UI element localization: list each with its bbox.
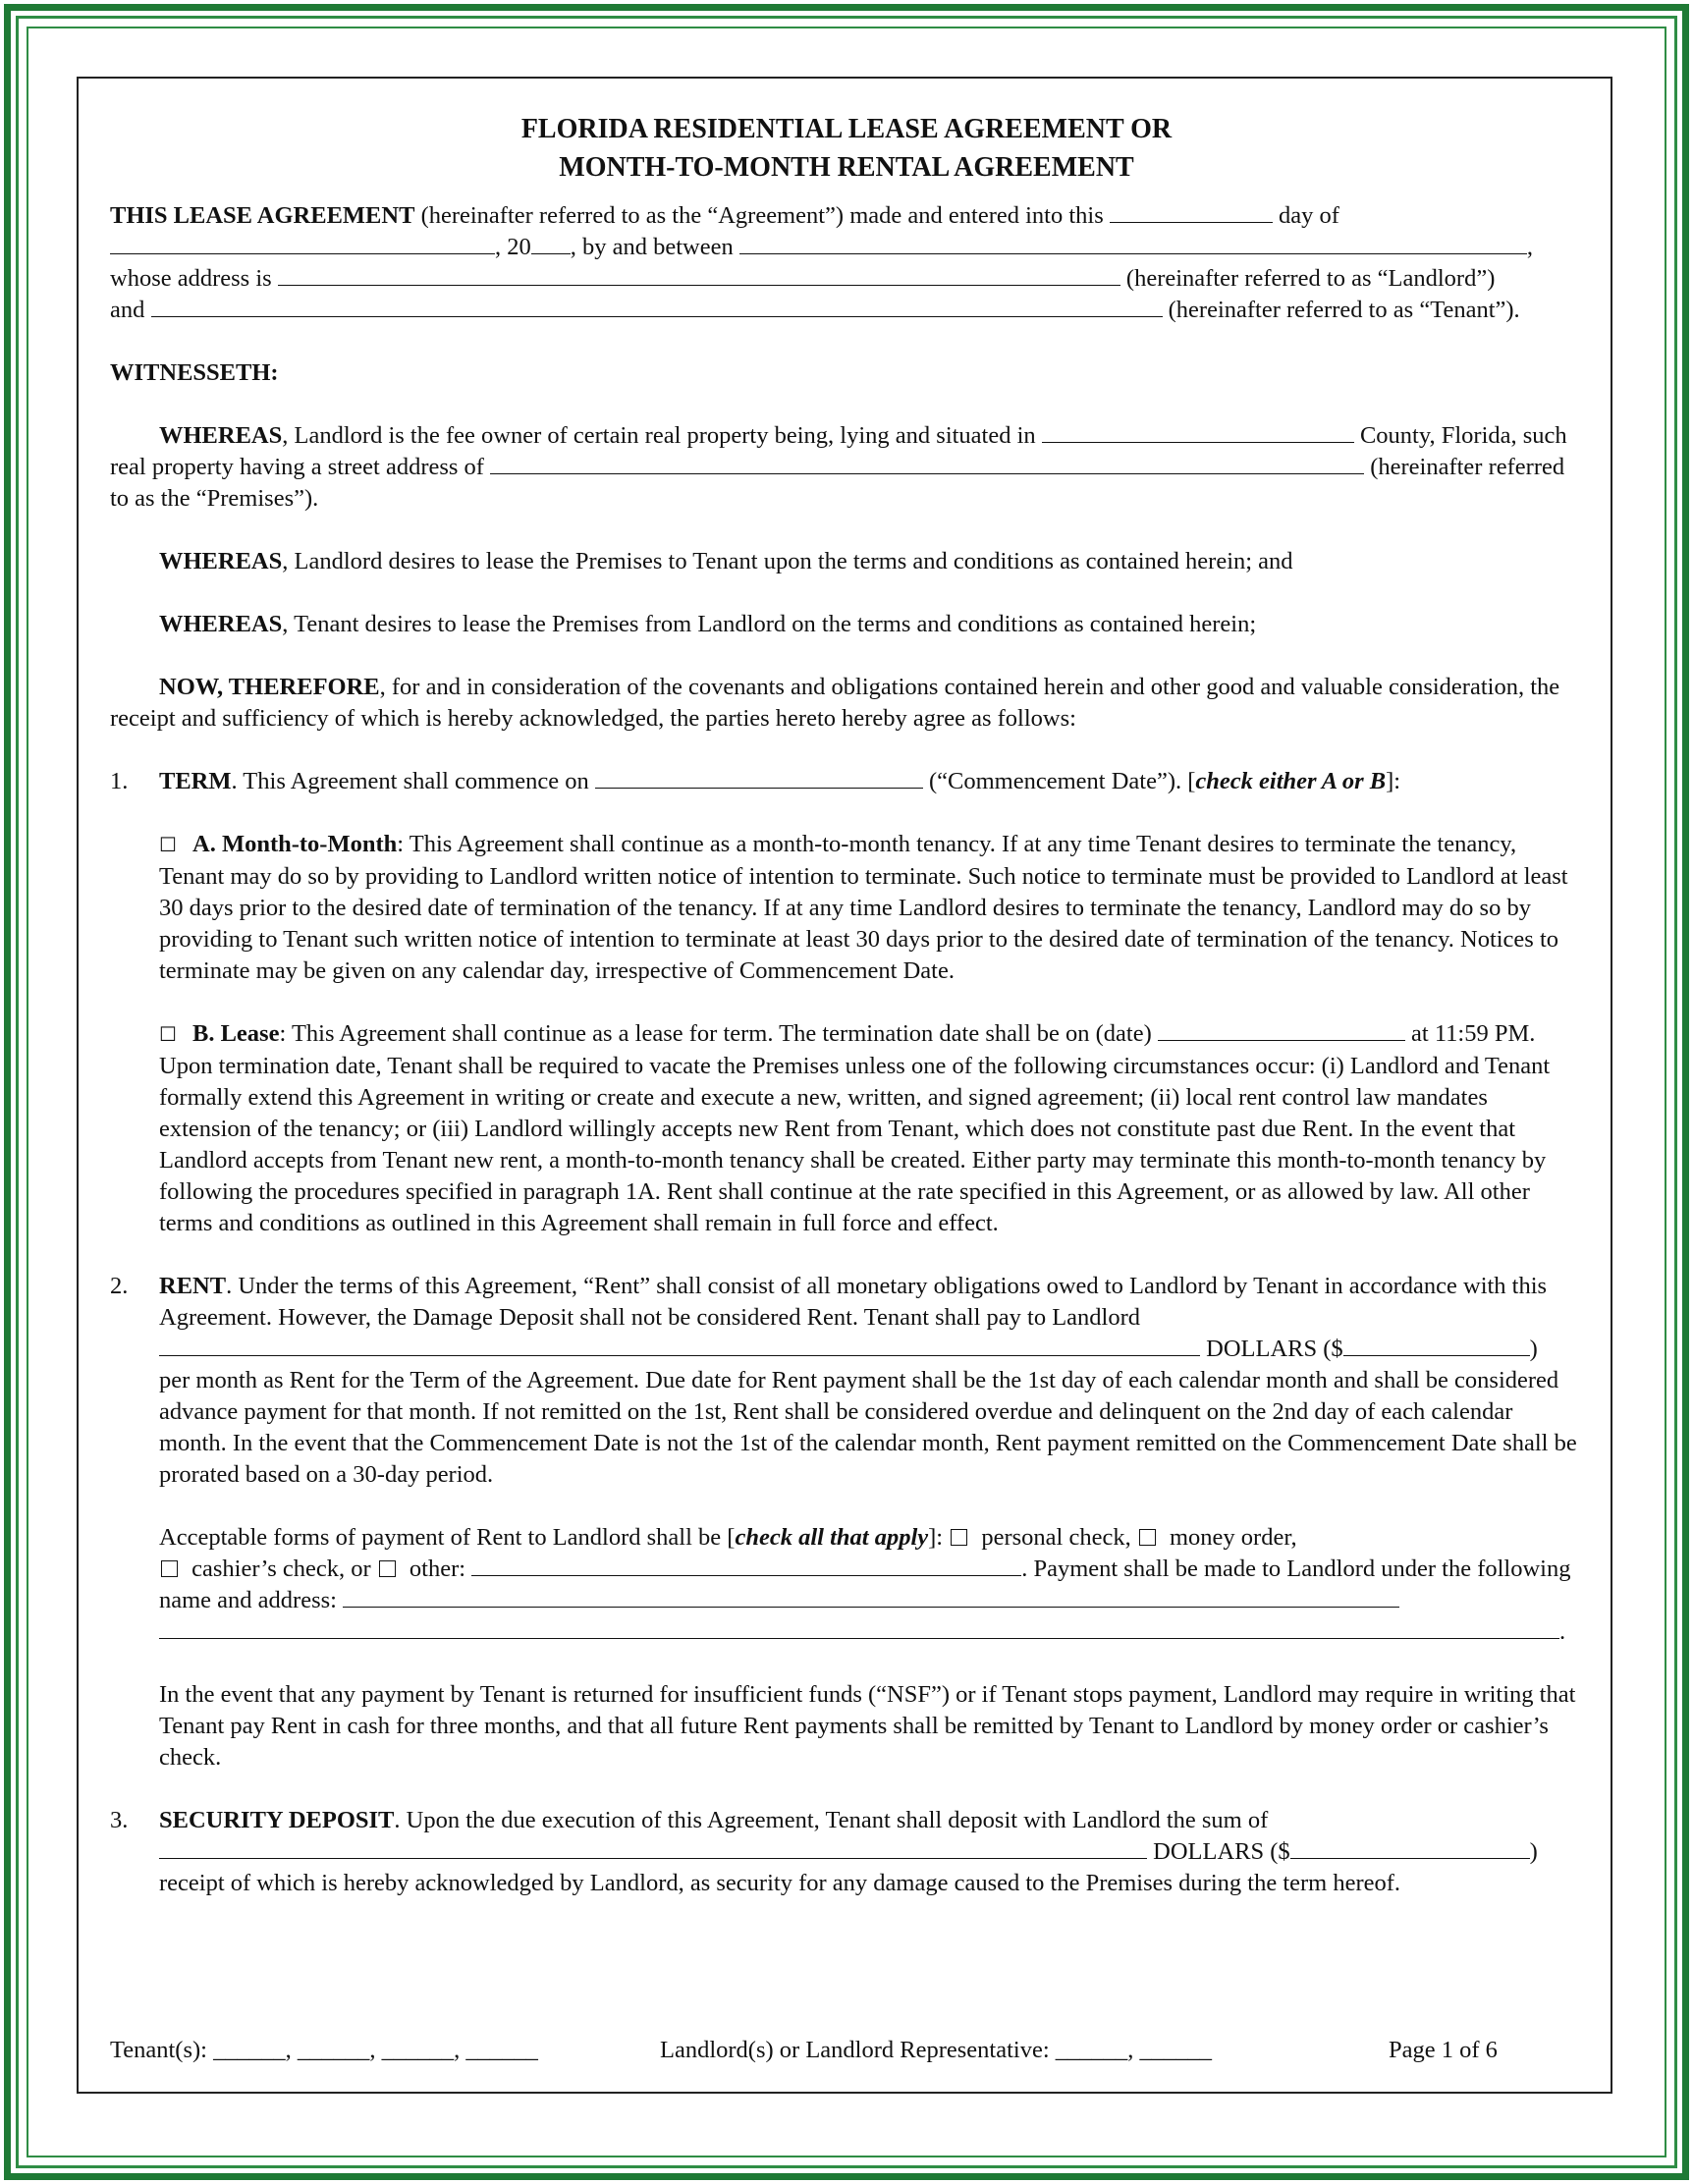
- deposit-amount-blank[interactable]: [1290, 1838, 1530, 1859]
- day-blank[interactable]: [1110, 202, 1273, 223]
- tenant-name-blank[interactable]: [151, 297, 1163, 317]
- section-3-heading: SECURITY DEPOSIT: [159, 1807, 395, 1833]
- document-body: [110, 110, 1583, 1931]
- whereas-3: WHEREAS, Tenant desires to lease the Premises from Landlord on the terms and conditions as contained herein;: [159, 611, 1257, 637]
- payment-forms: Acceptable forms of payment of Rent to Landlord shall be [check all that apply]: personal check, money order, cashier’s check, or other: . Payment shall be made to Landlord under the following name and address: .: [159, 1524, 1571, 1645]
- option-a-month-to-month: ☐ A. Month-to-Month: This Agreement shall continue as a month-to-month tenancy. If at any time Tenant desires to terminate the tenancy, Tenant may do so by providing to Landlord written notice of intention to terminate. Such notice to terminate must be provided to Landlord at least 30 days prior to the desired date of termination of the tenancy. If at any time Landlord desires to terminate the tenancy, Landlord may do so by providing to Tenant such written notice of intention to terminate at least 30 days prior to the desired date of termination of the tenancy. Notices to terminate may be given on any calendar day, irrespective of Commencement Date.: [159, 831, 1568, 984]
- intro-lead: THIS LEASE AGREEMENT: [110, 202, 415, 229]
- personal-check-checkbox[interactable]: [951, 1529, 967, 1546]
- other-payment-blank[interactable]: [471, 1556, 1021, 1576]
- rent-amount-words-blank[interactable]: [159, 1336, 1200, 1356]
- title-line-2: MONTH-TO-MONTH RENTAL AGREEMENT: [559, 152, 1134, 183]
- landlord-initials: Landlord(s) or Landlord Representative: ______, ______: [660, 2037, 1213, 2063]
- whereas-2: WHEREAS, Landlord desires to lease the Premises to Tenant upon the terms and conditions as contained herein; and: [159, 548, 1293, 574]
- county-blank[interactable]: [1042, 422, 1354, 443]
- now-therefore: NOW, THEREFORE, for and in consideration of the covenants and obligations contained herein and other good and valuable consideration, the receipt and sufficiency of which is hereby acknowledged, the parties hereto hereby agree as follows:: [110, 674, 1560, 732]
- whereas-1: WHEREAS, Landlord is the fee owner of certain real property being, lying and situated in County, Florida, such real property having a street address of (hereinafter referred to as the “Premises”).: [110, 422, 1567, 512]
- witnesseth-heading: WITNESSETH:: [110, 359, 279, 386]
- other-payment-checkbox[interactable]: [379, 1560, 396, 1577]
- payee-name-address-blank[interactable]: [343, 1587, 1399, 1608]
- landlord-name-blank[interactable]: [739, 234, 1527, 254]
- street-address-blank[interactable]: [490, 454, 1364, 474]
- commencement-date-blank[interactable]: [595, 768, 923, 789]
- rent-amount-blank[interactable]: [1343, 1336, 1530, 1356]
- option-b-checkbox[interactable]: ☐: [159, 1024, 177, 1046]
- year-blank[interactable]: [531, 234, 571, 254]
- option-a-checkbox[interactable]: ☐: [159, 835, 177, 856]
- title-line-1: FLORIDA RESIDENTIAL LEASE AGREEMENT OR: [520, 114, 1173, 144]
- section-1-term: 1. TERM. This Agreement shall commence on (“Commencement Date”). [check either A or B]:: [110, 768, 1401, 794]
- page-number: Page 1 of 6: [1389, 2037, 1498, 2063]
- termination-date-blank[interactable]: [1158, 1020, 1405, 1041]
- option-b-lease: ☐ B. Lease: This Agreement shall continue as a lease for term. The termination date shall be on (date) at 11:59 PM. Upon termination date, Tenant shall be required to vacate the Premises unless one of the following circumstances occur: (i) Landlord and Tenant formally extend this Agreement in writing or create and execute a new, written, and signed agreement; (ii) local rent control law mandates extension of the tenancy; or (iii) Landlord willingly accepts new Rent from Tenant, which does not constitute past due Rent. In the event that Landlord accepts from Tenant new rent, a month-to-month tenancy shall be created. Either party may terminate this month-to-month tenancy by following the procedures specified in paragraph 1A. Rent shall continue at the rate specified in this Agreement, or as allowed by law. All other terms and conditions as outlined in this Agreement shall remain in full force and effect.: [159, 1020, 1551, 1236]
- section-2-rent: 2. RENT. Under the terms of this Agreement, “Rent” shall consist of all monetary obligations owed to Landlord by Tenant in accordance with this Agreement. However, the Damage Deposit shall not be considered Rent. Tenant shall pay to Landlord DOLLARS ($ ) per month as Rent for the Term of the Agreement. Due date for Rent payment shall be the 1st day of each calendar month and shall be considered advance payment for that month. If not remitted on the 1st, Rent shall be considered overdue and delinquent on the 2nd day of each calendar month. In the event that the Commencement Date is not the 1st of the calendar month, Rent payment remitted on the Commencement Date shall be prorated based on a 30-day period.: [110, 1273, 1577, 1488]
- money-order-checkbox[interactable]: [1139, 1529, 1156, 1546]
- section-3-security-deposit: 3. SECURITY DEPOSIT. Upon the due execution of this Agreement, Tenant shall deposit with Landlord the sum of DOLLARS ($ ) receipt of which is hereby acknowledged by Landlord, as security for any damage caused to the Premises during the term hereof.: [110, 1807, 1538, 1896]
- payee-address-line-2-blank[interactable]: [159, 1618, 1559, 1639]
- month-blank[interactable]: [110, 234, 495, 254]
- document-title: [110, 110, 1583, 187]
- cashiers-check-checkbox[interactable]: [161, 1560, 178, 1577]
- tenant-initials: Tenant(s): ______, ______, ______, ______: [110, 2037, 538, 2063]
- intro-paragraph: THIS LEASE AGREEMENT (hereinafter referred to as the “Agreement”) made and entered into this day of , 20 , by and between , whose address is (hereinafter referred to as “Landlord”) and (hereinafter referred to as “Tenant”).: [110, 202, 1533, 323]
- section-1-heading: TERM: [159, 768, 232, 794]
- section-2-heading: RENT: [159, 1273, 227, 1299]
- deposit-amount-words-blank[interactable]: [159, 1838, 1147, 1859]
- landlord-address-blank[interactable]: [278, 265, 1120, 286]
- nsf-paragraph: In the event that any payment by Tenant is returned for insufficient funds (“NSF”) or if Tenant stops payment, Landlord may require in writing that Tenant pay Rent in cash for three months, and that all future Rent payments shall be remitted by Tenant to Landlord by money order or cashier’s check.: [159, 1681, 1576, 1771]
